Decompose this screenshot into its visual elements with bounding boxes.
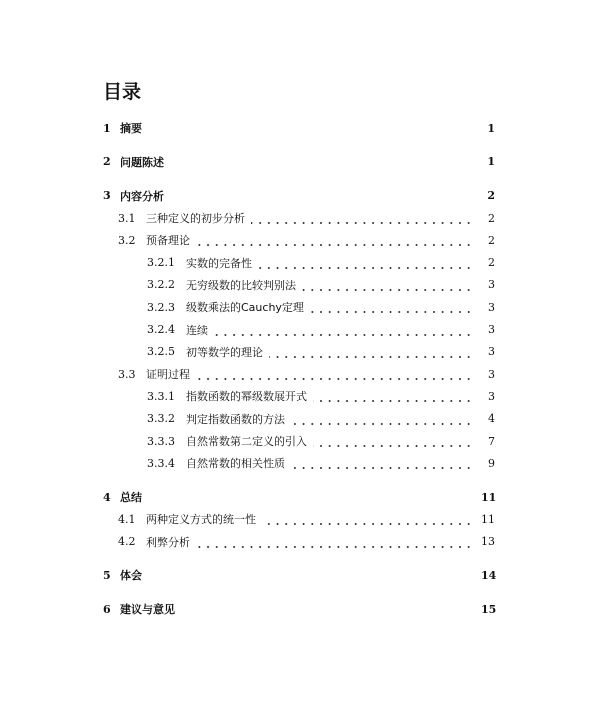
entry-title: 两种定义方式的统一性 (146, 513, 256, 527)
entry-page: 2 (488, 211, 495, 225)
entry-number: 3.3.1 (147, 389, 175, 403)
toc-entry[interactable] (103, 229, 495, 251)
entry-title: 证明过程 (146, 368, 190, 382)
entry-number: 3.2.1 (147, 256, 175, 270)
toc-entry[interactable] (103, 117, 495, 139)
leader-dots (251, 221, 473, 225)
entry-number: 2 (103, 155, 111, 169)
entry-title: 体会 (120, 569, 142, 583)
entry-title: 内容分析 (120, 189, 164, 203)
entry-number: 3.3.4 (147, 456, 175, 470)
entry-title: 三种定义的初步分析 (146, 212, 245, 226)
entry-page: 3 (488, 278, 495, 292)
entry-page: 3 (488, 389, 495, 403)
toc-entry[interactable] (103, 296, 495, 318)
leader-dots (291, 466, 473, 470)
table-of-contents (103, 80, 495, 620)
leader-dots (262, 522, 473, 526)
entry-page: 11 (481, 490, 497, 504)
entry-number: 3 (103, 189, 111, 203)
leader-dots (313, 444, 473, 448)
entry-page: 1 (487, 155, 495, 169)
entry-page: 1 (487, 121, 495, 135)
entry-title: 初等数学的理论 (186, 345, 263, 359)
entry-title: 判定指数函数的方法 (186, 412, 285, 426)
toc-entry[interactable] (103, 151, 495, 173)
entry-page: 2 (488, 233, 495, 247)
leader-dots (196, 377, 473, 381)
entry-number: 4 (103, 490, 111, 504)
entry-number: 4.2 (118, 535, 136, 549)
entry-number: 3.3.3 (147, 434, 175, 448)
entry-page: 9 (488, 456, 495, 470)
entry-number: 1 (103, 121, 111, 135)
entry-title: 连续 (186, 323, 208, 337)
entry-title: 实数的完备性 (186, 256, 252, 270)
leader-dots (258, 266, 473, 270)
toc-entry[interactable] (103, 251, 495, 273)
leader-dots (310, 310, 473, 314)
entry-page: 3 (488, 367, 495, 381)
entry-page: 2 (488, 256, 495, 270)
entry-number: 6 (103, 602, 111, 616)
entry-page: 14 (481, 568, 497, 582)
entry-title: 指数函数的幂级数展开式 (186, 390, 307, 404)
leader-dots (313, 399, 473, 403)
toc-entry[interactable] (103, 341, 495, 363)
entry-title: 利弊分析 (146, 535, 190, 549)
entry-title: 级数乘法的Cauchy定理 (186, 301, 304, 315)
toc-entry[interactable] (103, 531, 495, 553)
entry-number: 4.1 (118, 512, 136, 526)
toc-entry[interactable] (103, 486, 495, 508)
entry-page: 3 (488, 345, 495, 359)
entry-page: 7 (488, 434, 495, 448)
toc-entries (103, 117, 495, 620)
entry-number: 3.3.2 (147, 412, 175, 426)
leader-dots (291, 422, 473, 426)
entry-page: 3 (488, 323, 495, 337)
entry-title: 预备理论 (146, 234, 190, 248)
entry-title: 摘要 (120, 122, 142, 136)
toc-title: 目录 (103, 81, 142, 103)
toc-entry[interactable] (103, 318, 495, 340)
entry-number: 3.2.4 (147, 323, 175, 337)
toc-entry[interactable] (103, 564, 495, 586)
entry-number: 3.2.3 (147, 300, 175, 314)
leader-dots (196, 545, 473, 549)
toc-entry[interactable] (103, 508, 495, 530)
toc-entry[interactable] (103, 430, 495, 452)
leader-dots (302, 288, 473, 292)
entry-title: 问题陈述 (120, 155, 164, 169)
entry-page: 11 (481, 512, 495, 526)
entry-page: 13 (481, 535, 495, 549)
entry-page: 3 (488, 300, 495, 314)
entry-number: 3.2.5 (147, 345, 175, 359)
entry-number: 3.2 (118, 233, 136, 247)
toc-entry[interactable] (103, 274, 495, 296)
entry-number: 5 (103, 568, 111, 582)
toc-entry[interactable] (103, 452, 495, 474)
toc-entry[interactable] (103, 363, 495, 385)
toc-entry[interactable] (103, 207, 495, 229)
entry-title: 建议与意见 (120, 603, 175, 617)
leader-dots (269, 355, 473, 359)
leader-dots (214, 333, 473, 337)
entry-page: 15 (481, 602, 497, 616)
entry-title: 无穷级数的比较判别法 (186, 278, 296, 292)
entry-number: 3.2.2 (147, 278, 175, 292)
entry-title: 自然常数第二定义的引入 (186, 435, 307, 448)
entry-number: 3.3 (118, 367, 136, 381)
toc-entry[interactable] (103, 408, 495, 430)
entry-title: 总结 (120, 491, 142, 505)
entry-page: 2 (487, 189, 495, 203)
toc-entry[interactable] (103, 385, 495, 407)
entry-title: 自然常数的相关性质 (186, 457, 285, 471)
toc-entry[interactable] (103, 598, 495, 620)
toc-entry[interactable] (103, 185, 495, 207)
leader-dots (196, 243, 473, 247)
entry-number: 3.1 (118, 211, 136, 225)
entry-page: 4 (488, 412, 495, 426)
